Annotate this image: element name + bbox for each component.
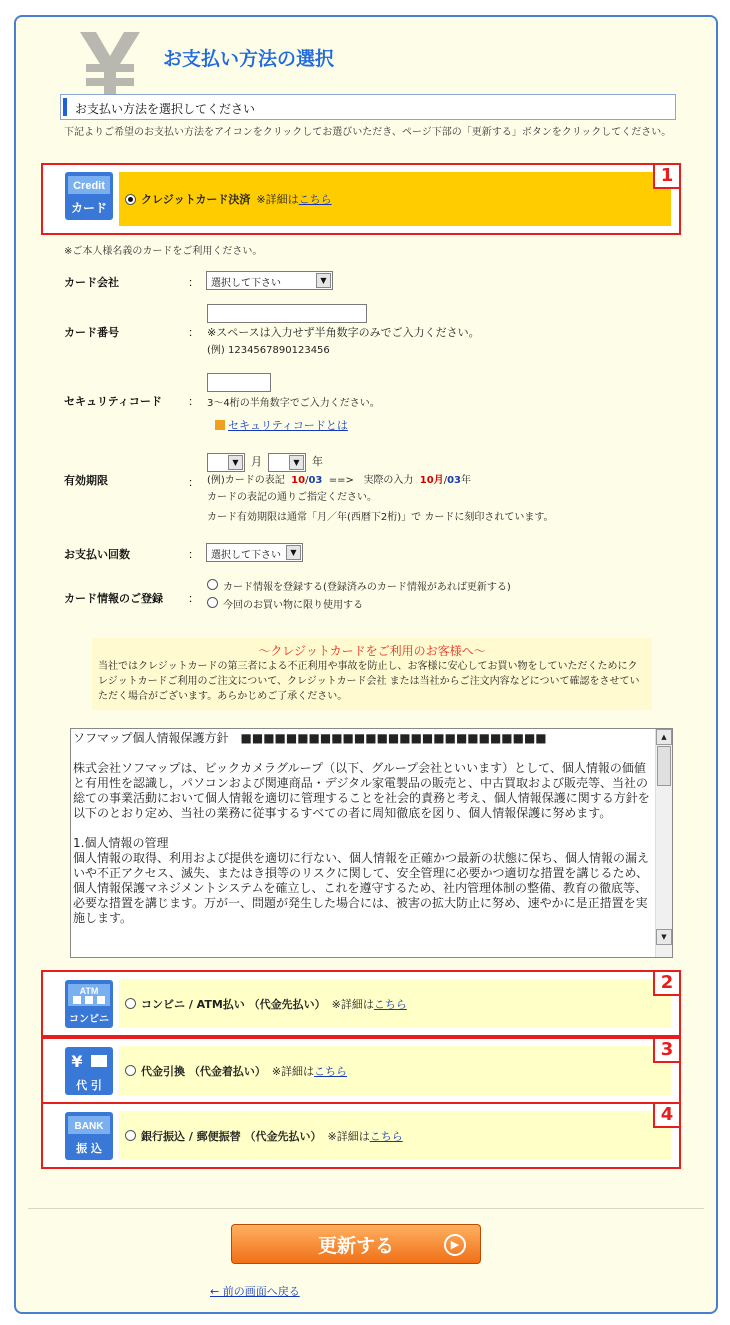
radio-register[interactable] — [207, 579, 218, 590]
update-button[interactable]: 更新する ▶ — [231, 1224, 481, 1264]
card-number-input[interactable] — [207, 304, 367, 323]
scroll-down-icon[interactable]: ▼ — [656, 929, 672, 945]
card-note: ※ご本人様名義のカードをご利用ください。 — [64, 246, 263, 257]
section-heading: お支払い方法を選択してください — [60, 94, 676, 120]
payment-option-credit[interactable] — [41, 163, 681, 235]
caution-body: 当社ではクレジットカードの第三者による不正利用や事故を防止し、お客様に安心してお買い物をしていただくためにクレジットカードご利用のご注文について、クレジットカード会社 または当社からご注文内容などについて確認をさせていただく場合がございます。あらかじめご了承ください。 — [98, 661, 640, 702]
security-code-link[interactable]: セキュリティコードとは — [215, 417, 348, 433]
option-number: 3 — [653, 1039, 679, 1063]
credit-caution-box — [92, 638, 652, 710]
radio-bank[interactable] — [125, 1130, 136, 1141]
card-number-label: カード番号 — [64, 326, 119, 339]
cash-on-delivery-icon — [65, 1047, 113, 1095]
back-link[interactable]: ← 前の画面へ戻る — [210, 1285, 300, 1298]
svg-text:カード: カード — [70, 201, 108, 215]
card-company-select[interactable]: 選択して下さい ▼ — [206, 271, 333, 290]
detail-link[interactable]: こちら — [298, 193, 332, 206]
detail-link[interactable]: こちら — [373, 997, 407, 1011]
scroll-up-icon[interactable]: ▲ — [656, 729, 672, 745]
expiry-label: 有効期限 — [64, 474, 108, 487]
security-code-label: セキュリティコード — [64, 395, 162, 408]
svg-text:ATM: ATM — [79, 986, 99, 996]
detail-link[interactable]: こちら — [314, 1064, 348, 1078]
option-number: 2 — [653, 972, 679, 996]
register-option-1[interactable]: カード情報を登録する(登録済みのカード情報があれば更新する) — [207, 579, 511, 596]
intro-text: 下記よりご希望のお支払い方法をアイコンをクリックしてお選びいただき、ページ下部の「更新する」ボタンをクリックしてください。 — [64, 127, 672, 138]
radio-credit[interactable] — [125, 194, 136, 205]
dropdown-arrow-icon: ▼ — [228, 455, 243, 470]
arrow-right-icon: ▶ — [444, 1234, 466, 1256]
payment-label: クレジットカード決済 — [141, 193, 251, 206]
payment-label: 代金引換 （代金着払い） — [141, 1064, 266, 1078]
yen-logo-icon — [70, 28, 150, 94]
payment-option-credit-bar[interactable]: クレジットカード決済 ※詳細は こちら — [119, 172, 671, 226]
caution-title: ～クレジットカードをご利用のお客様へ～ — [258, 644, 486, 658]
payment-label: コンビニ / ATM払い （代金先払い） — [141, 997, 326, 1011]
card-number-example: (例) 1234567890123456 — [207, 345, 330, 356]
credit-card-icon — [65, 172, 113, 220]
privacy-policy-textarea[interactable] — [70, 728, 673, 958]
scroll-thumb[interactable] — [657, 746, 671, 786]
register-label: カード情報のご登録 — [64, 592, 163, 605]
svg-text:代 引: 代 引 — [76, 1079, 102, 1092]
expiry-hint-2: カード有効期限は通常「月／年(西暦下2桁)」で カードに刻印されています。 — [207, 512, 554, 523]
svg-text:振 込: 振 込 — [76, 1142, 102, 1155]
payment-option-convenience-bar[interactable]: コンビニ / ATM払い （代金先払い） ※詳細は こちら — [119, 979, 671, 1028]
svg-text:コンビニ: コンビニ — [69, 1014, 109, 1025]
register-option-2[interactable]: 今回のお買い物に限り使用する — [207, 597, 363, 614]
expiry-year-select[interactable] — [268, 453, 306, 472]
expiry-hint: カードの表記の通りご指定ください。 — [207, 492, 377, 503]
payment-option-cod[interactable] — [41, 1037, 681, 1104]
expiry-example: (例)カードの表記 10/03 ==> 実際の入力 10月/03年 — [207, 475, 472, 486]
svg-text:Credit: Credit — [73, 180, 105, 192]
payment-option-convenience[interactable] — [41, 970, 681, 1037]
dropdown-arrow-icon: ▼ — [289, 455, 304, 470]
radio-one-time[interactable] — [207, 597, 218, 608]
payment-option-cod-bar[interactable]: 代金引換 （代金着払い） ※詳細は こちら — [119, 1046, 671, 1095]
security-code-input[interactable] — [207, 373, 271, 392]
bank-transfer-icon — [65, 1112, 113, 1160]
option-number: 4 — [653, 1104, 679, 1128]
page-title: お支払い方法の選択 — [163, 48, 335, 70]
payment-option-bank-bar[interactable]: 銀行振込 / 郵便振替 （代金先払い） ※詳細は こちら — [119, 1111, 671, 1160]
installments-select[interactable]: 選択して下さい ▼ — [206, 543, 303, 562]
radio-cod[interactable] — [125, 1065, 136, 1076]
radio-convenience[interactable] — [125, 998, 136, 1009]
installments-label: お支払い回数 — [64, 548, 130, 561]
security-code-hint: 3～4桁の半角数字でご入力ください。 — [207, 398, 380, 409]
expiry-month-select[interactable] — [207, 453, 245, 472]
card-company-label: カード会社 — [64, 276, 119, 289]
dropdown-arrow-icon: ▼ — [316, 273, 331, 288]
detail-link[interactable]: こちら — [369, 1129, 403, 1143]
divider — [28, 1208, 704, 1209]
dropdown-arrow-icon: ▼ — [286, 545, 301, 560]
option-number: 1 — [653, 165, 679, 189]
atm-convenience-icon — [65, 980, 113, 1028]
scrollbar[interactable] — [655, 729, 672, 957]
svg-text:BANK: BANK — [74, 1121, 104, 1132]
card-number-hint: ※スペースは入力せず半角数字のみでご入力ください。 — [207, 326, 480, 339]
payment-label: 銀行振込 / 郵便振替 （代金先払い） — [141, 1129, 322, 1143]
privacy-policy-text: ソフマップ個人情報保護方針 ■■■■■■■■■■■■■■■■■■■■■■■■■■■ 株式会社ソフマップは、ビックカメラグループ（以下、グループ会社といいます）として、個人情報の価値と有用性を認識し，パソコンおよび関連商品・デジタル家電製品の販売と、中古買取および販売等、当社の総ての事業活動において個人情報を適切に管理することを社会的責務と考え、個人情報保護に関する方針を以下のとおり定め、当社の業務に従事するすべての者に周知徹底を図り、個人情報保護に努めます。 1.個人情報の管理 個人情報の取得、利用および提供を適切に行ない、個人情報を正確かつ最新の状態に保ち、個人情報の漏えいや不正アクセス、滅失、またはき損等のリスクに関して、安全管理に必要かつ適切な措置を講じるため、個人情報保護マネジメントシステムを確立し、これを遵守するため、社内管理体制の整備、教育の徹底等、必要な措置を講じます。万が一、問題が発生した場合には、被害の拡大防止に努め、速やかに是正措置を実施します。 — [73, 731, 650, 925]
payment-option-bank[interactable] — [41, 1102, 681, 1169]
svg-text:¥: ¥ — [71, 1052, 83, 1071]
